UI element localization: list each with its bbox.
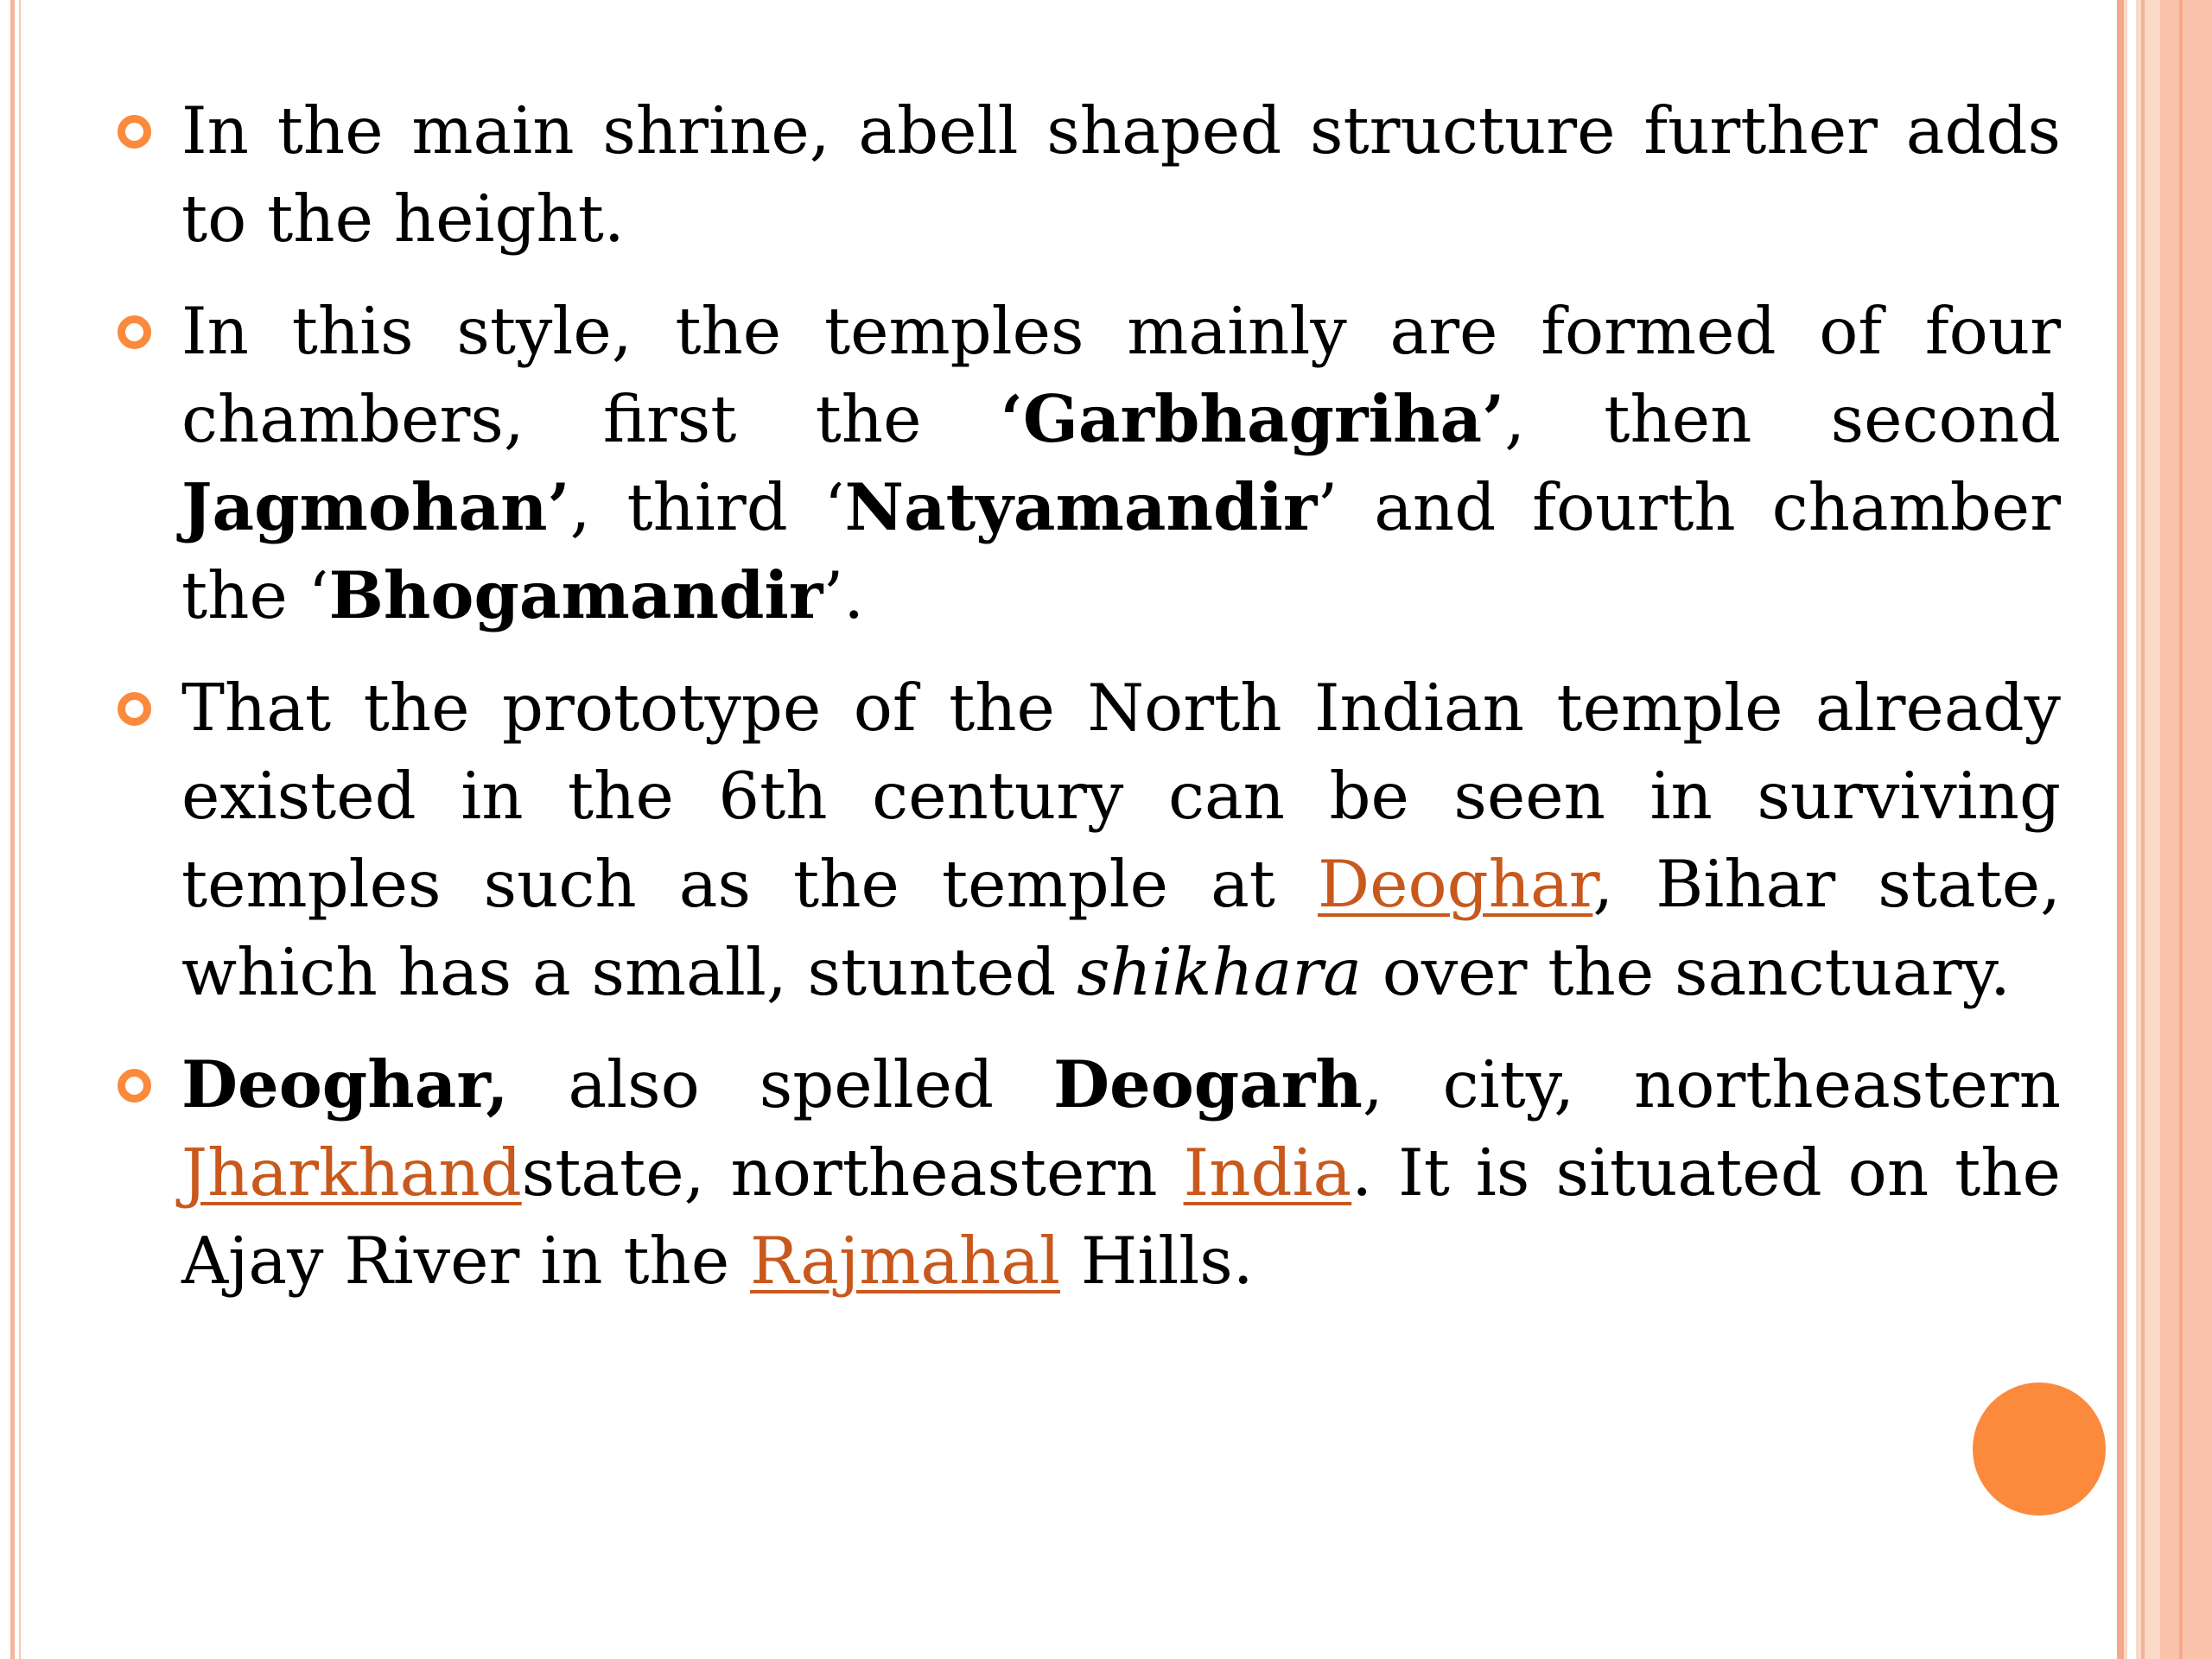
right-border-stripe bbox=[2160, 0, 2212, 1659]
bullet-ring-icon bbox=[118, 315, 151, 349]
term-jagmohan: Jagmohan’ bbox=[181, 469, 570, 545]
term-bhogamandir: Bhogamandir bbox=[328, 557, 823, 633]
slide-content bbox=[112, 86, 2061, 1329]
link-jharkhand[interactable]: Jharkhand bbox=[181, 1135, 522, 1211]
term-deogarh: Deogarh bbox=[1052, 1046, 1363, 1122]
bullet-text: over the sanctuary. bbox=[1361, 934, 2011, 1010]
bullet-text: In this style, the temples mainly are formed of four chambers, first the bbox=[181, 293, 2061, 457]
bullet-item-deoghar bbox=[112, 1040, 2061, 1305]
term-garbhagriha: ‘Garbhagriha’ bbox=[1000, 381, 1505, 457]
bullet-text: ’. bbox=[823, 557, 865, 633]
right-border-line-inner bbox=[2141, 0, 2145, 1659]
bullet-item-prototype bbox=[112, 664, 2061, 1016]
bullet-text: state, northeastern bbox=[521, 1135, 1184, 1211]
bullet-text: Hills. bbox=[1060, 1223, 1254, 1299]
term-deoghar: Deoghar, bbox=[181, 1046, 509, 1122]
bullet-item-shrine bbox=[112, 86, 2061, 263]
bullet-text: also spelled bbox=[508, 1046, 1053, 1122]
bullet-text: In the main shrine, abell shaped structure further adds to the height. bbox=[181, 92, 2061, 257]
link-deoghar[interactable]: Deoghar bbox=[1318, 846, 1593, 922]
term-natyamandir: Natyamandir bbox=[844, 469, 1318, 545]
right-border-line bbox=[2117, 0, 2124, 1659]
term-shikhara: shikhara bbox=[1077, 934, 1362, 1010]
bullet-ring-icon bbox=[118, 1069, 151, 1103]
bullet-text: , city, northeastern bbox=[1362, 1046, 2062, 1122]
bullet-ring-icon bbox=[118, 115, 151, 149]
bullet-text: , third ‘ bbox=[569, 469, 845, 545]
right-border-gap bbox=[2127, 0, 2136, 1659]
right-border-line-outer bbox=[2179, 0, 2183, 1659]
bullet-ring-icon bbox=[118, 692, 151, 726]
bullet-text: ’ and fourth chamber the ‘ bbox=[181, 469, 2061, 633]
left-border-line-thin bbox=[19, 0, 21, 1659]
left-border-line bbox=[10, 0, 15, 1659]
bullet-text: That the prototype of the North Indian temple already existed in the 6th century can be seen in surviving temples such as the temple at bbox=[181, 670, 2061, 922]
bullet-text: . It is situated on the Ajay River in the bbox=[181, 1135, 2062, 1299]
bullet-text: , Bihar state, which has a small, stunted bbox=[181, 846, 2062, 1010]
link-rajmahal[interactable]: Rajmahal bbox=[750, 1223, 1061, 1299]
bullet-text: , then second bbox=[1504, 381, 2062, 457]
orange-circle-decoration bbox=[1973, 1382, 2106, 1516]
bullet-item-chambers bbox=[112, 287, 2061, 639]
link-india[interactable]: India bbox=[1183, 1135, 1352, 1211]
